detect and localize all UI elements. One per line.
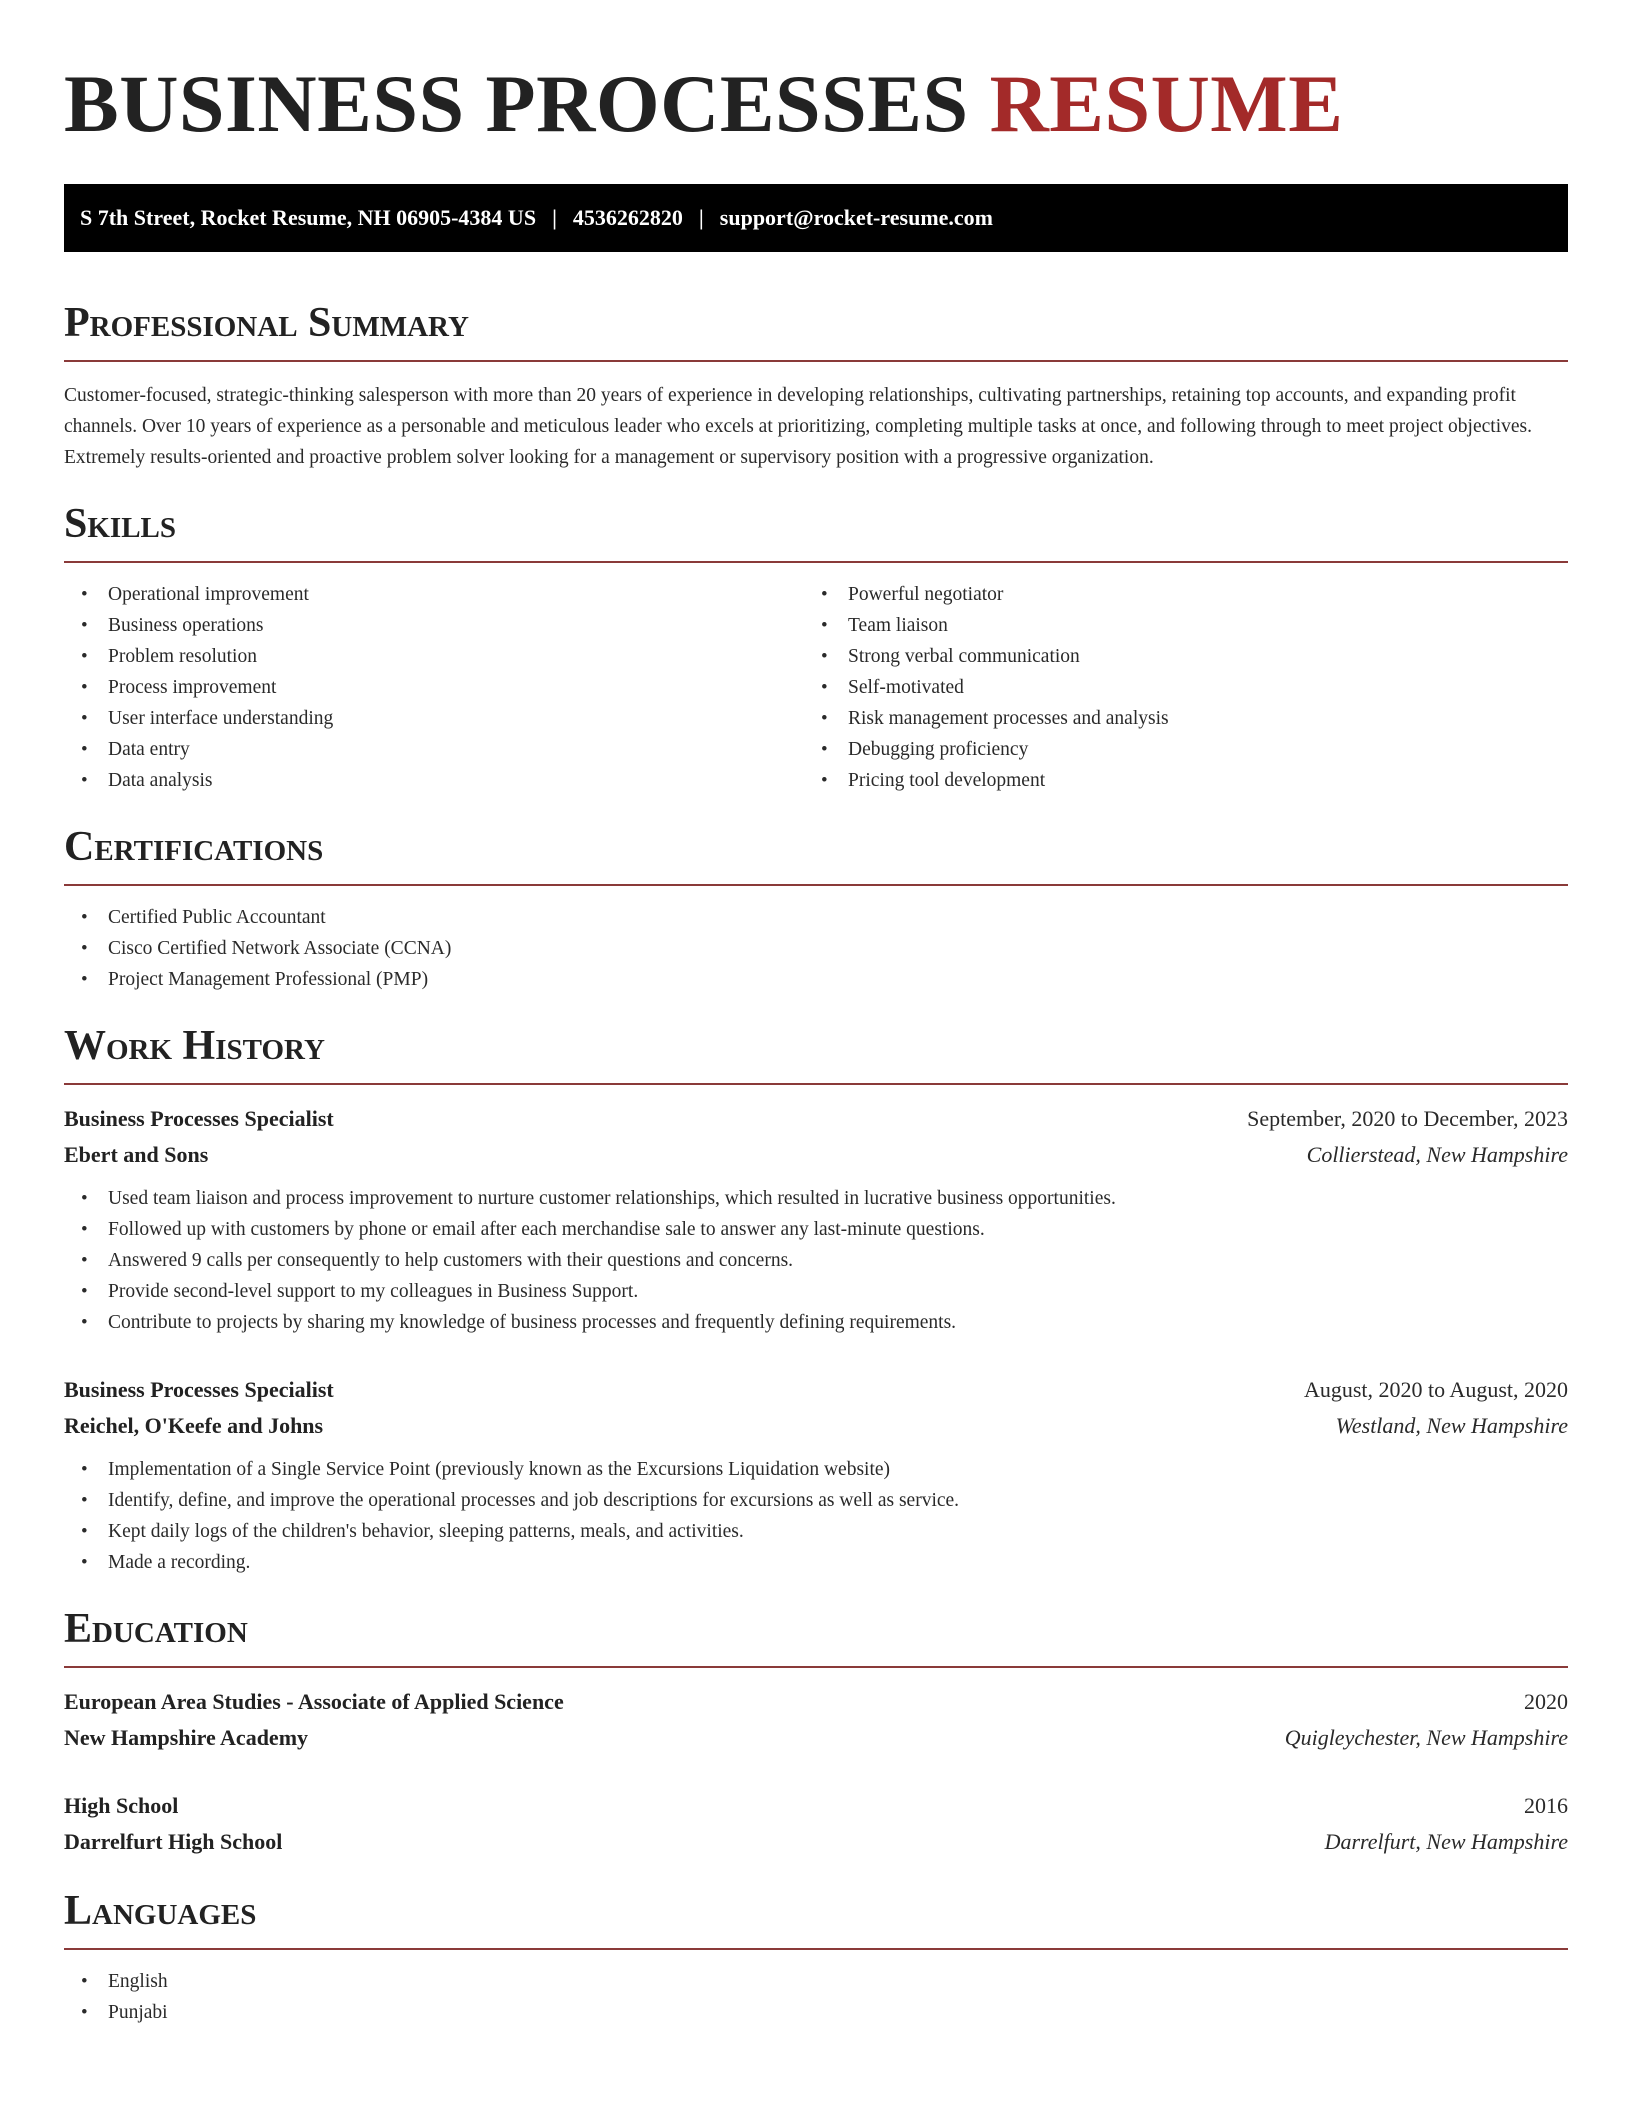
- skill-item: • Operational improvement: [64, 579, 804, 610]
- job-duty-item: • Used team liaison and process improvement to nurture customer relationships, which resulted in lucrative business opportunities.: [64, 1183, 1568, 1214]
- contact-bar: [64, 184, 1568, 252]
- education-school: New Hampshire Academy: [64, 1725, 309, 1750]
- job-title: Business Processes Specialist: [64, 1106, 334, 1131]
- section-heading-certifications: Certifications: [64, 824, 324, 870]
- job-company: Reichel, O'Keefe and Johns: [64, 1413, 324, 1438]
- job-entry: [64, 1101, 1568, 1338]
- skill-item: • Team liaison: [804, 610, 1544, 641]
- job-duty-item: • Provide second-level support to my colleagues in Business Support.: [64, 1276, 1568, 1307]
- section-divider: [64, 360, 1568, 362]
- contact-separator: |: [698, 205, 704, 230]
- skills-columns: [64, 579, 1568, 796]
- education-degree: European Area Studies - Associate of Applied Science: [64, 1689, 564, 1714]
- job-company: Ebert and Sons: [64, 1142, 209, 1167]
- education-school: Darrelfurt High School: [64, 1829, 283, 1854]
- contact-phone[interactable]: 4536262820: [572, 205, 683, 230]
- job-duty-item: • Implementation of a Single Service Point (previously known as the Excursions Liquidation website): [64, 1454, 1568, 1485]
- skills-list-right: [804, 579, 1544, 796]
- job-duties-list: [64, 1183, 1568, 1338]
- skill-item: • Pricing tool development: [804, 765, 1544, 796]
- job-title-row: [64, 1101, 1568, 1137]
- title-accent: RESUME: [989, 58, 1344, 149]
- section-divider: [64, 1083, 1568, 1085]
- languages-list: [64, 1966, 1568, 2028]
- job-duty-item: • Kept daily logs of the children's behavior, sleeping patterns, meals, and activities.: [64, 1516, 1568, 1547]
- section-heading-languages: Languages: [64, 1888, 257, 1934]
- contact-separator: |: [552, 205, 557, 230]
- education-degree: High School: [64, 1793, 179, 1818]
- section-heading-summary: Professional Summary: [64, 300, 469, 346]
- language-item: • Punjabi: [64, 1997, 1568, 2028]
- skill-item: • Strong verbal communication: [804, 641, 1544, 672]
- job-duty-item: • Identify, define, and improve the operational processes and job descriptions for excursions as well as service.: [64, 1485, 1568, 1516]
- languages-section: [64, 1886, 1568, 2028]
- skill-item: • Data entry: [64, 734, 804, 765]
- education-location: Quigleychester, New Hampshire: [1284, 1725, 1568, 1750]
- job-location: Westland, New Hampshire: [1335, 1413, 1568, 1438]
- job-duty-item: • Answered 9 calls per consequently to help customers with their questions and concerns.: [64, 1245, 1568, 1276]
- skill-item: • Risk management processes and analysis: [804, 703, 1544, 734]
- skills-list-left: [64, 579, 804, 796]
- job-location: Collierstead, New Hampshire: [1306, 1142, 1568, 1167]
- contact-email[interactable]: support@rocket-resume.com: [719, 205, 993, 230]
- education-school-row: [64, 1824, 1568, 1860]
- job-dates: September, 2020 to December, 2023: [1247, 1106, 1568, 1131]
- skill-item: • Debugging proficiency: [804, 734, 1544, 765]
- work-history-section: [64, 1021, 1568, 1578]
- section-divider: [64, 884, 1568, 886]
- job-duties-list: [64, 1454, 1568, 1578]
- education-school-row: [64, 1720, 1568, 1756]
- job-company-row: [64, 1137, 1568, 1173]
- certification-item: • Cisco Certified Network Associate (CCNA): [64, 933, 1568, 964]
- section-heading-skills: Skills: [64, 501, 177, 547]
- section-divider: [64, 1666, 1568, 1668]
- skill-item: • Business operations: [64, 610, 804, 641]
- section-heading-work-history: Work History: [64, 1023, 325, 1069]
- skill-item: • Self-motivated: [804, 672, 1544, 703]
- skill-item: • Data analysis: [64, 765, 804, 796]
- education-entry: [64, 1684, 1568, 1756]
- resume-title: [64, 0, 1568, 150]
- job-duty-item: • Made a recording.: [64, 1547, 1568, 1578]
- skill-item: • User interface understanding: [64, 703, 804, 734]
- job-title: Business Processes Specialist: [64, 1377, 334, 1402]
- contact-address: S 7th Street, Rocket Resume, NH 06905-4384 US: [80, 205, 537, 230]
- summary-section: [64, 298, 1568, 473]
- education-entry: [64, 1788, 1568, 1860]
- certification-item: • Project Management Professional (PMP): [64, 964, 1568, 995]
- skill-item: • Process improvement: [64, 672, 804, 703]
- certifications-list: [64, 902, 1568, 995]
- job-entry: [64, 1372, 1568, 1578]
- job-title-row: [64, 1372, 1568, 1408]
- education-year: 2016: [1524, 1793, 1568, 1818]
- education-location: Darrelfurt, New Hampshire: [1324, 1829, 1568, 1854]
- section-divider: [64, 1948, 1568, 1950]
- job-company-row: [64, 1408, 1568, 1444]
- education-section: [64, 1604, 1568, 1860]
- skill-item: • Powerful negotiator: [804, 579, 1544, 610]
- skill-item: • Problem resolution: [64, 641, 804, 672]
- language-item: • English: [64, 1966, 1568, 1997]
- section-heading-education: Education: [64, 1606, 248, 1652]
- title-main: BUSINESS PROCESSES: [64, 58, 969, 149]
- summary-text: Customer-focused, strategic-thinking salesperson with more than 20 years of experience in developing relationships, cultivating partnerships, retaining top accounts, and expanding profit channels. Over 10 years of experience as a personable and meticulous leader who excels at prioritizing, completing multiple tasks at once, and following through to meet project objectives. Extremely results-oriented and proactive problem solver looking for a management or supervisory position with a progressive organization.: [64, 385, 1532, 468]
- job-dates: August, 2020 to August, 2020: [1303, 1377, 1568, 1402]
- job-duty-item: • Followed up with customers by phone or email after each merchandise sale to answer any last-minute questions.: [64, 1214, 1568, 1245]
- education-year: 2020: [1524, 1689, 1568, 1714]
- certification-item: • Certified Public Accountant: [64, 902, 1568, 933]
- certifications-section: [64, 822, 1568, 995]
- job-duty-item: • Contribute to projects by sharing my knowledge of business processes and frequently defining requirements.: [64, 1307, 1568, 1338]
- skills-section: [64, 499, 1568, 796]
- section-divider: [64, 561, 1568, 563]
- education-degree-row: [64, 1788, 1568, 1824]
- education-degree-row: [64, 1684, 1568, 1720]
